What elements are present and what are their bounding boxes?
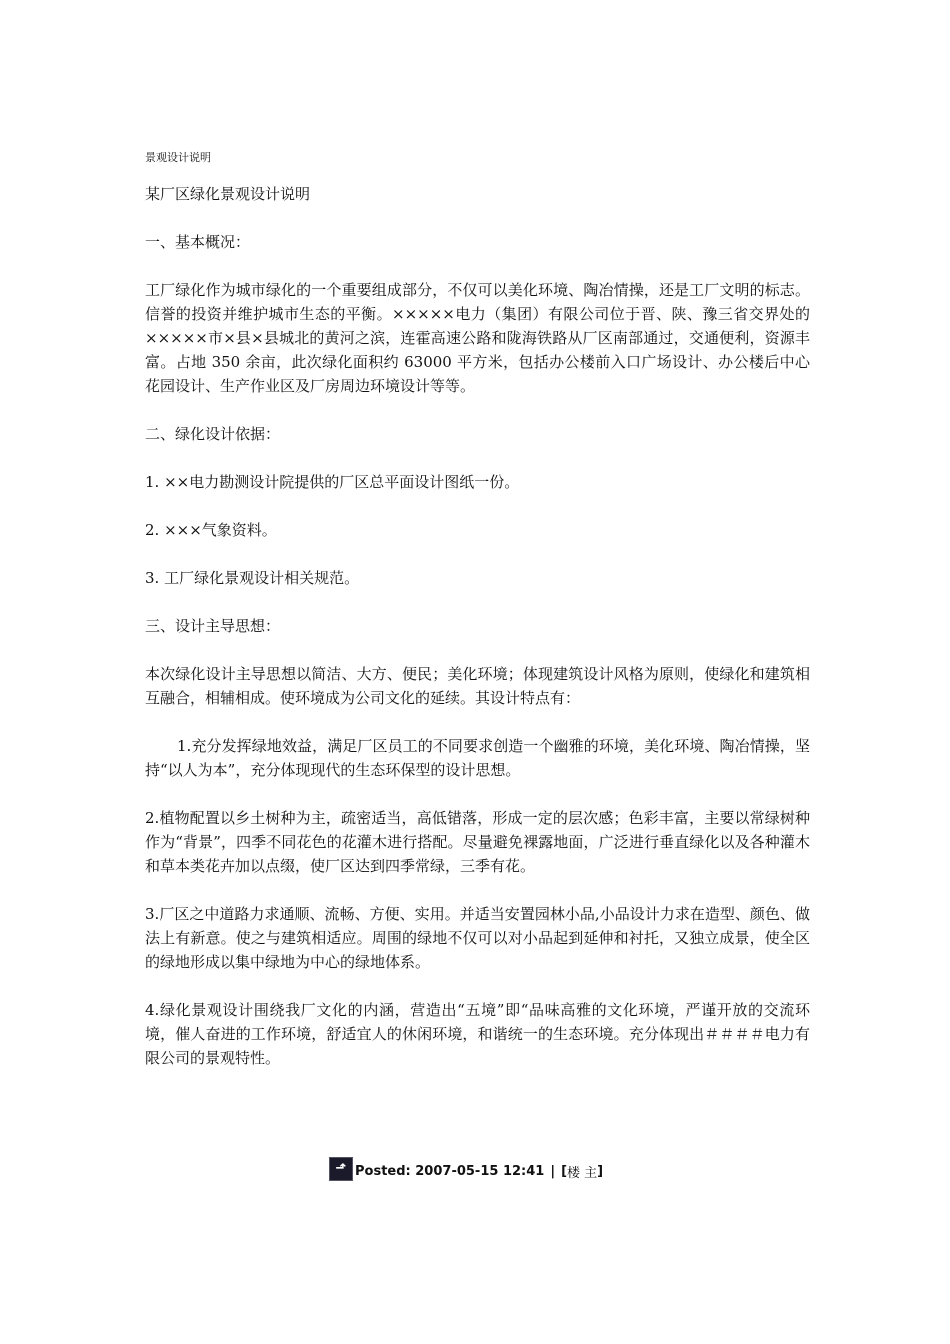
document-title: 某厂区绿化景观设计说明 <box>145 185 311 203</box>
section-heading-basic: 一、基本概况： <box>145 233 251 251</box>
section-heading-basis: 二、绿化设计依据： <box>145 425 281 443</box>
basis-item-2: 2. ×××气象资料。 <box>145 521 277 539</box>
basic-overview-paragraph: 工厂绿化作为城市绿化的一个重要组成部分，不仅可以美化环境、陶冶情操，还是工厂文明的标志。信誉的投资并维护城市生态的平衡。×××××电力（集团）有限公司位于晋、陕、豫三省交界处的×××××市×县×县城北的黄河之滨，连霍高速公路和陇海铁路从厂区南部通过，交通便利，资源丰富。占地 350 余亩，此次绿化面积约 63000 平方米，包括办公楼前入口广场设计、办公楼后中心花园设计、生产作业区及厂房周边环境设计等等。 <box>145 281 810 395</box>
basis-item-3: 3. 工厂绿化景观设计相关规范。 <box>145 569 360 587</box>
header-label: 景观设计说明 <box>145 151 211 164</box>
footer-separator: | <box>550 1163 556 1179</box>
owner-close-bracket: ] <box>597 1163 604 1179</box>
idea-point-3: 3.厂区之中道路力求通顺、流畅、方便、实用。并适当安置园林小品,小品设计力求在造型、颜色、做法上有新意。使之与建筑相适应。周围的绿地不仅可以对小品起到延伸和衬托，又独立成景，使全区的绿地形成以集中绿地为中心的绿地体系。 <box>145 905 810 971</box>
thread-owner-label[interactable]: 楼 主 <box>567 1165 598 1181</box>
idea-point-4: 4.绿化景观设计围绕我厂文化的内涵，营造出“五境”即“品味高雅的文化环境，严谨开放的交流环境，催人奋进的工作环境，舒适宜人的休闲环境，和谐统一的生态环境。充分体现出＃＃＃＃电力有限公司的景观特性。 <box>145 1001 810 1067</box>
idea-intro-paragraph: 本次绿化设计主导思想以简洁、大方、便民；美化环境；体现建筑设计风格为原则，使绿化和建筑相互融合，相辅相成。使环境成为公司文化的延续。其设计特点有： <box>145 665 810 707</box>
basis-item-1: 1. ××电力勘测设计院提供的厂区总平面设计图纸一份。 <box>145 473 520 491</box>
document-body <box>145 150 810 1094</box>
posted-timestamp: Posted: 2007-05-15 12:41 <box>355 1163 545 1179</box>
section-heading-idea: 三、设计主导思想： <box>145 617 281 635</box>
owner-open-bracket: [ <box>561 1163 568 1179</box>
post-footer <box>329 1156 603 1186</box>
idea-point-2: 2.植物配置以乡土树种为主，疏密适当，高低错落，形成一定的层次感；色彩丰富，主要以常绿树种作为“背景”，四季不同花色的花灌木进行搭配。尽量避免裸露地面，广泛进行垂直绿化以及各种灌木和草本类花卉加以点缀，使厂区达到四季常绿，三季有花。 <box>145 809 810 875</box>
idea-point-1: 1.充分发挥绿地效益，满足厂区员工的不同要求创造一个幽雅的环境，美化环境、陶冶情操，坚持“以人为本”，充分体现现代的生态环保型的设计思想。 <box>145 737 810 779</box>
top-arrow-icon[interactable]: ⬏ <box>329 1157 353 1181</box>
